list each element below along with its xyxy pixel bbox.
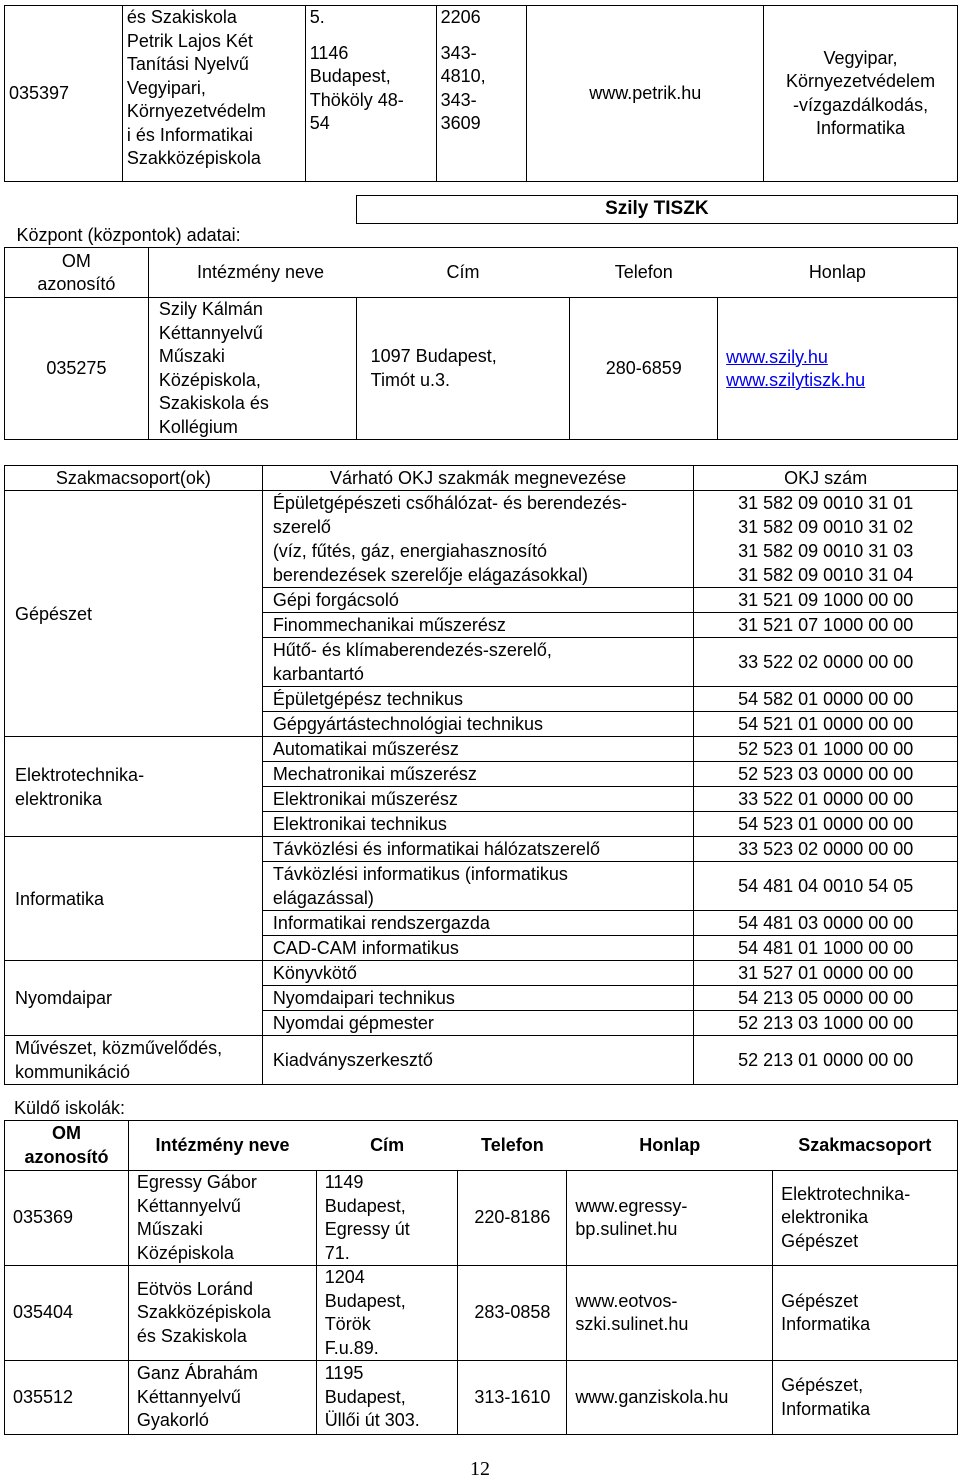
table-row (5, 737, 958, 762)
table-row (5, 1171, 958, 1266)
profession-group: Művészet, közművelődés, kommunikáció (5, 1036, 263, 1085)
profession-code: 52 523 03 0000 00 00 (694, 762, 958, 787)
profession-code: 52 523 01 1000 00 00 (694, 737, 958, 762)
school-name: Ganz Ábrahám Kéttannyelvű Gyakorló (128, 1361, 316, 1435)
previous-school-table (4, 5, 958, 182)
s-header-web: Honlap (567, 1121, 773, 1171)
school-web[interactable]: www.egressy- bp.sulinet.hu (567, 1171, 773, 1266)
school-om: 035404 (5, 1266, 129, 1361)
center-label: Központ (központok) adatai: (16, 225, 241, 245)
profession-code: 31 527 01 0000 00 00 (694, 961, 958, 986)
profession-code: 33 523 02 0000 00 00 (694, 837, 958, 862)
professions-body (5, 491, 958, 1085)
school-name-cell (122, 6, 305, 182)
profession-code: 54 582 01 0000 00 00 (694, 687, 958, 712)
profession-code: 54 481 04 0010 54 05 (694, 862, 958, 911)
table-row (5, 1036, 958, 1085)
profession-code: 52 213 01 0000 00 00 (694, 1036, 958, 1085)
profession-group: Nyomdaipar (5, 961, 263, 1036)
profession-name: Informatikai rendszergazda (262, 911, 694, 936)
profession-name: Automatikai műszerész (262, 737, 694, 762)
profession-name: Mechatronikai műszerész (262, 762, 694, 787)
school-web[interactable]: www.petrik.hu (527, 6, 764, 182)
school-phone: 283-0858 (458, 1266, 567, 1361)
profession-code: 31 582 09 0010 31 01 31 582 09 0010 31 02 31 582 09 0010 31 03 31 582 09 0010 31 04 (694, 491, 958, 588)
profession-name: Könyvkötő (262, 961, 694, 986)
profession-group: Gépészet (5, 491, 263, 737)
s-header-phone: Telefon (458, 1121, 567, 1171)
profession-name: Távközlési informatikus (informatikus elágazással) (262, 862, 694, 911)
s-header-om: OM azonosító (5, 1121, 129, 1171)
school-group: Elektrotechnika- elektronika Gépészet (773, 1171, 958, 1266)
school-address: 1195 Budapest, Üllői út 303. (316, 1361, 458, 1435)
table-row (5, 1361, 958, 1435)
header-name: Intézmény neve (148, 248, 356, 298)
professions-table (4, 465, 958, 1085)
profession-code: 33 522 02 0000 00 00 (694, 638, 958, 687)
s-header-name: Intézmény neve (128, 1121, 316, 1171)
school-phone: 343- 4810, 343- 3609 (440, 42, 486, 133)
tiszk-center-table (4, 195, 958, 440)
profession-code: 31 521 09 1000 00 00 (694, 588, 958, 613)
partial-num: 5. (309, 7, 325, 27)
center-name: Szily Kálmán Kéttannyelvű Műszaki Középiskola, Szakiskola és Kollégium (148, 298, 356, 440)
profession-name: Épületgépészeti csőhálózat- és berendezés- szerelő (víz, fűtés, gáz, energiahasznosító berendezések szerelője elágazásokkal) (262, 491, 694, 588)
school-address: 1146 Budapest, Thököly 48- 54 (309, 42, 404, 133)
school-address: 1149 Budapest, Egressy út 71. (316, 1171, 458, 1266)
profession-name: Gépgyártástechnológiai technikus (262, 712, 694, 737)
table-row (5, 491, 958, 588)
school-name: Egressy Gábor Kéttannyelvű Műszaki Középiskola (128, 1171, 316, 1266)
school-web[interactable]: www.ganziskola.hu (567, 1361, 773, 1435)
profession-name: CAD-CAM informatikus (262, 936, 694, 961)
profession-name: Elektronikai technikus (262, 812, 694, 837)
tiszk-title: Szily TISZK (356, 196, 957, 224)
school-address-cell (305, 6, 436, 182)
profession-code: 54 523 01 0000 00 00 (694, 812, 958, 837)
profession-code: 54 481 03 0000 00 00 (694, 911, 958, 936)
sending-label: Küldő iskolák: (14, 1098, 126, 1118)
center-web-1[interactable]: www.szily.hu (726, 346, 828, 367)
header-om: OM azonosító (5, 248, 149, 298)
profession-group: Elektrotechnika- elektronika (5, 737, 263, 837)
school-phone-cell (436, 6, 527, 182)
profession-name: Finommechanikai műszerész (262, 613, 694, 638)
center-web-2[interactable]: www.szilytiszk.hu (726, 369, 866, 390)
school-om: 035512 (5, 1361, 129, 1435)
school-phone: 220-8186 (458, 1171, 567, 1266)
profession-name: Nyomdai gépmester (262, 1011, 694, 1036)
s-header-group: Szakmacsoport (773, 1121, 958, 1171)
profession-code: 52 213 03 1000 00 00 (694, 1011, 958, 1036)
profession-name: Hűtő- és klímaberendezés-szerelő, karbantartó (262, 638, 694, 687)
school-fields: Vegyipar, Környezetvédelem -vízgazdálkodás, Informatika (764, 6, 958, 182)
table-row (5, 1266, 958, 1361)
header-group: Szakmacsoport(ok) (5, 466, 263, 491)
school-om: 035369 (5, 1171, 129, 1266)
school-group: Gépészet, Informatika (773, 1361, 958, 1435)
profession-code: 33 522 01 0000 00 00 (694, 787, 958, 812)
profession-name: Nyomdaipari technikus (262, 986, 694, 1011)
profession-name: Kiadványszerkesztő (262, 1036, 694, 1085)
center-web-cell (718, 298, 958, 440)
profession-code: 31 521 07 1000 00 00 (694, 613, 958, 638)
profession-group: Informatika (5, 837, 263, 961)
profession-name: Gépi forgácsoló (262, 588, 694, 613)
sending-schools-table (4, 1120, 958, 1435)
profession-name: Távközlési és informatikai hálózatszerelő (262, 837, 694, 862)
school-address: 1204 Budapest, Török F.u.89. (316, 1266, 458, 1361)
school-web[interactable]: www.eotvos- szki.sulinet.hu (567, 1266, 773, 1361)
sending-body (5, 1171, 958, 1435)
center-address: 1097 Budapest, Timót u.3. (356, 298, 570, 440)
header-profession: Várható OKJ szakmák megnevezése (262, 466, 694, 491)
school-name: Petrik Lajos Két Tanítási Nyelvű Vegyipari, Környezetvédelm i és Informatikai Szakközépiskola (126, 30, 266, 168)
page-number: 12 (470, 1458, 490, 1480)
center-phone: 280-6859 (570, 298, 718, 440)
profession-code: 54 521 01 0000 00 00 (694, 712, 958, 737)
profession-code: 54 481 01 1000 00 00 (694, 936, 958, 961)
center-om: 035275 (5, 298, 149, 440)
school-group: Gépészet Informatika (773, 1266, 958, 1361)
school-om: 035397 (5, 6, 123, 182)
header-address: Cím (356, 248, 570, 298)
header-phone: Telefon (570, 248, 718, 298)
profession-code: 54 213 05 0000 00 00 (694, 986, 958, 1011)
table-row (5, 961, 958, 986)
school-phone: 313-1610 (458, 1361, 567, 1435)
partial-phone: 2206 (440, 7, 481, 27)
s-header-address: Cím (316, 1121, 458, 1171)
table-row (5, 837, 958, 862)
header-code: OKJ szám (694, 466, 958, 491)
profession-name: Elektronikai műszerész (262, 787, 694, 812)
partial-label: és Szakiskola (126, 7, 237, 27)
school-name: Eötvös Loránd Szakközépiskola és Szakiskola (128, 1266, 316, 1361)
profession-name: Épületgépész technikus (262, 687, 694, 712)
header-web: Honlap (718, 248, 958, 298)
